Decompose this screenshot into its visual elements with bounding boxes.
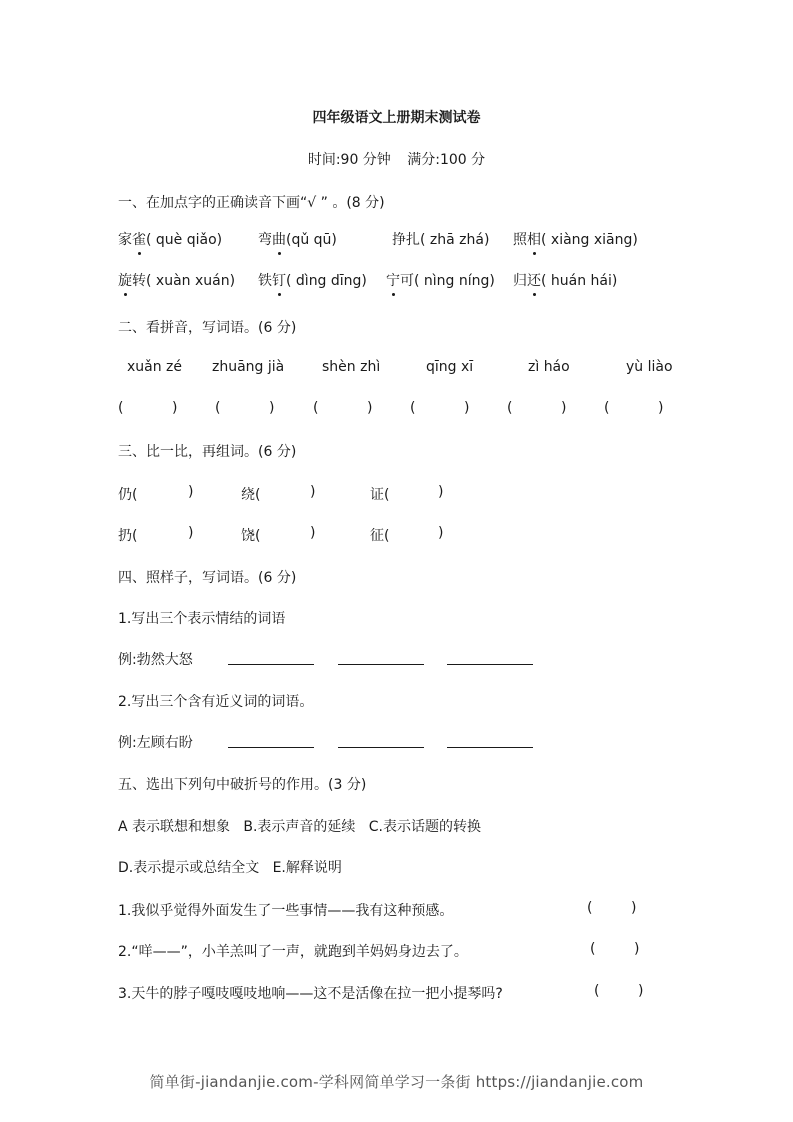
compare-char-4: 扔( [118,528,138,544]
section4-question-2: 2.写出三个含有近义词的词语。 [118,694,314,710]
compare-char-2: 绕( [241,487,261,503]
exam-time: 时间:90 分钟 [307,152,391,168]
section2-heading: 二、看拼音，写词语。(6 分) [118,320,297,336]
page-title: 四年级语文上册期末测试卷 [312,110,481,126]
section4-question-1: 1.写出三个表示情结的词语 [118,611,286,627]
write-line-3[interactable] [447,650,533,665]
write-line-5[interactable] [338,733,424,748]
write-line-2[interactable] [338,650,424,665]
compare-close-1[interactable]: ) [188,484,194,500]
pinyin-word-3: shèn zhì [322,359,381,375]
section4-heading: 四、照样子，写词语。(6 分) [118,570,297,586]
pinyin-item-7: 宁可( nìng níng) [386,270,495,290]
compare-close-5[interactable]: ) [310,525,316,541]
pinyin-item-1: 家雀( què qiǎo) [118,229,222,249]
pinyin-word-2: zhuāng jià [212,359,285,375]
compare-close-4[interactable]: ) [188,525,194,541]
pinyin-item-4: 照相( xiàng xiāng) [513,229,638,249]
compare-close-2[interactable]: ) [310,484,316,500]
dash-options-line-1: A 表示联想和想象 B.表示声音的延续 C.表示话题的转换 [118,819,482,835]
compare-close-6[interactable]: ) [438,525,444,541]
pinyin-word-4: qīng xī [426,359,474,375]
exam-info [0,149,793,169]
compare-char-5: 饶( [241,528,261,544]
dash-question-2: 2.“咩——”，小羊羔叫了一声，就跑到羊妈妈身边去了。 [118,944,468,960]
pinyin-item-3: 挣扎( zhā zhá) [392,232,490,248]
compare-char-6: 征( [370,528,390,544]
section3-heading: 三、比一比，再组词。(6 分) [118,444,297,460]
exam-score: 满分:100 分 [407,152,486,168]
pinyin-item-2: 弯曲(qǔ qū) [258,229,337,249]
compare-char-1: 仍( [118,487,138,503]
dash-options-line-2: D.表示提示或总结全文 E.解释说明 [118,860,342,876]
pinyin-word-1: xuǎn zé [127,359,183,375]
write-line-6[interactable] [447,733,533,748]
pinyin-item-8: 归还( huán hái) [513,270,617,290]
pinyin-item-6: 铁钉( dìng dīng) [258,270,367,290]
pinyin-word-6: yù liào [626,359,673,375]
compare-char-3: 证( [370,487,390,503]
section4-example-2: 例:左顾右盼 [118,735,193,751]
section1-heading: 一、在加点字的正确读音下画“√ ” 。(8 分) [118,195,385,211]
dash-question-1: 1.我似乎觉得外面发生了一些事情——我有这种预感。 [118,903,454,919]
pinyin-item-5: 旋转( xuàn xuán) [118,270,235,290]
write-line-1[interactable] [228,650,314,665]
section5-heading: 五、选出下列句中破折号的作用。(3 分) [118,777,367,793]
dash-question-3: 3.天牛的脖子嘎吱嘎吱地响——这不是活像在拉一把小提琴吗? [118,986,503,1002]
section4-example-1: 例:勃然大怒 [118,652,193,668]
compare-close-3[interactable]: ) [438,484,444,500]
footer-watermark: 简单街-jiandanjie.com-学科网简单学习一条街 https://jiandanjie.com [149,1073,644,1091]
write-line-4[interactable] [228,733,314,748]
pinyin-word-5: zì háo [528,359,570,375]
